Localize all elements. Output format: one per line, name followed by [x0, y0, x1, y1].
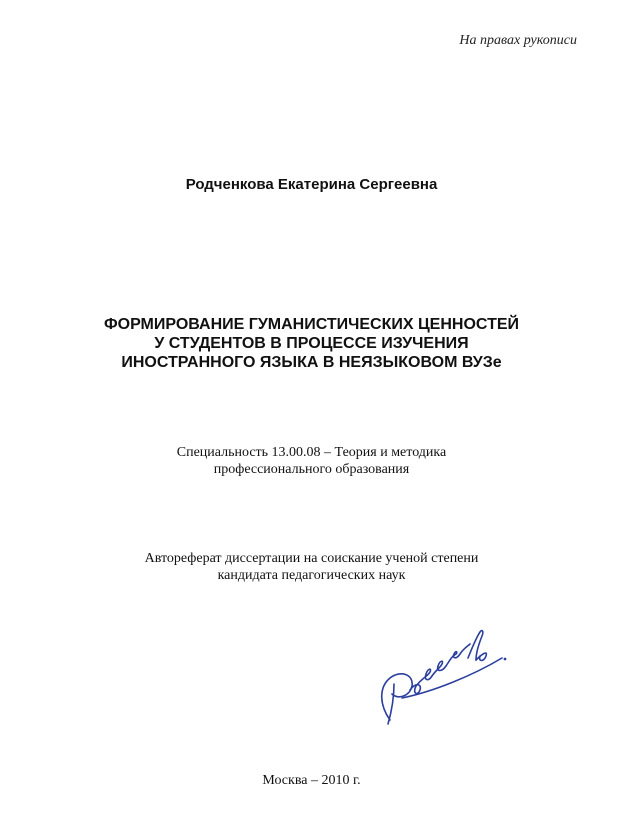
specialty-line: профессионального образования [213, 462, 410, 477]
specialty-line: Специальность 13.00.08 – Теория и методика [176, 445, 447, 460]
abstract-line: Автореферат диссертации на соискание ученой степени [144, 551, 479, 566]
handwritten-signature [372, 628, 512, 728]
abstract-note [0, 550, 623, 584]
abstract-line: кандидата педагогических наук [217, 568, 406, 583]
manuscript-note: На правах рукописи [459, 33, 577, 48]
dissertation-title [0, 315, 623, 372]
specialty-block [0, 444, 623, 478]
city-year: Москва – 2010 г. [262, 773, 361, 788]
title-line: ИНОСТРАННОГО ЯЗЫКА В НЕЯЗЫКОВОМ ВУЗе [121, 354, 502, 371]
title-line: ФОРМИРОВАНИЕ ГУМАНИСТИЧЕСКИХ ЦЕННОСТЕЙ [103, 316, 520, 333]
author-name: Родченкова Екатерина Сергеевна [185, 176, 438, 193]
title-line: У СТУДЕНТОВ В ПРОЦЕССЕ ИЗУЧЕНИЯ [154, 335, 469, 352]
